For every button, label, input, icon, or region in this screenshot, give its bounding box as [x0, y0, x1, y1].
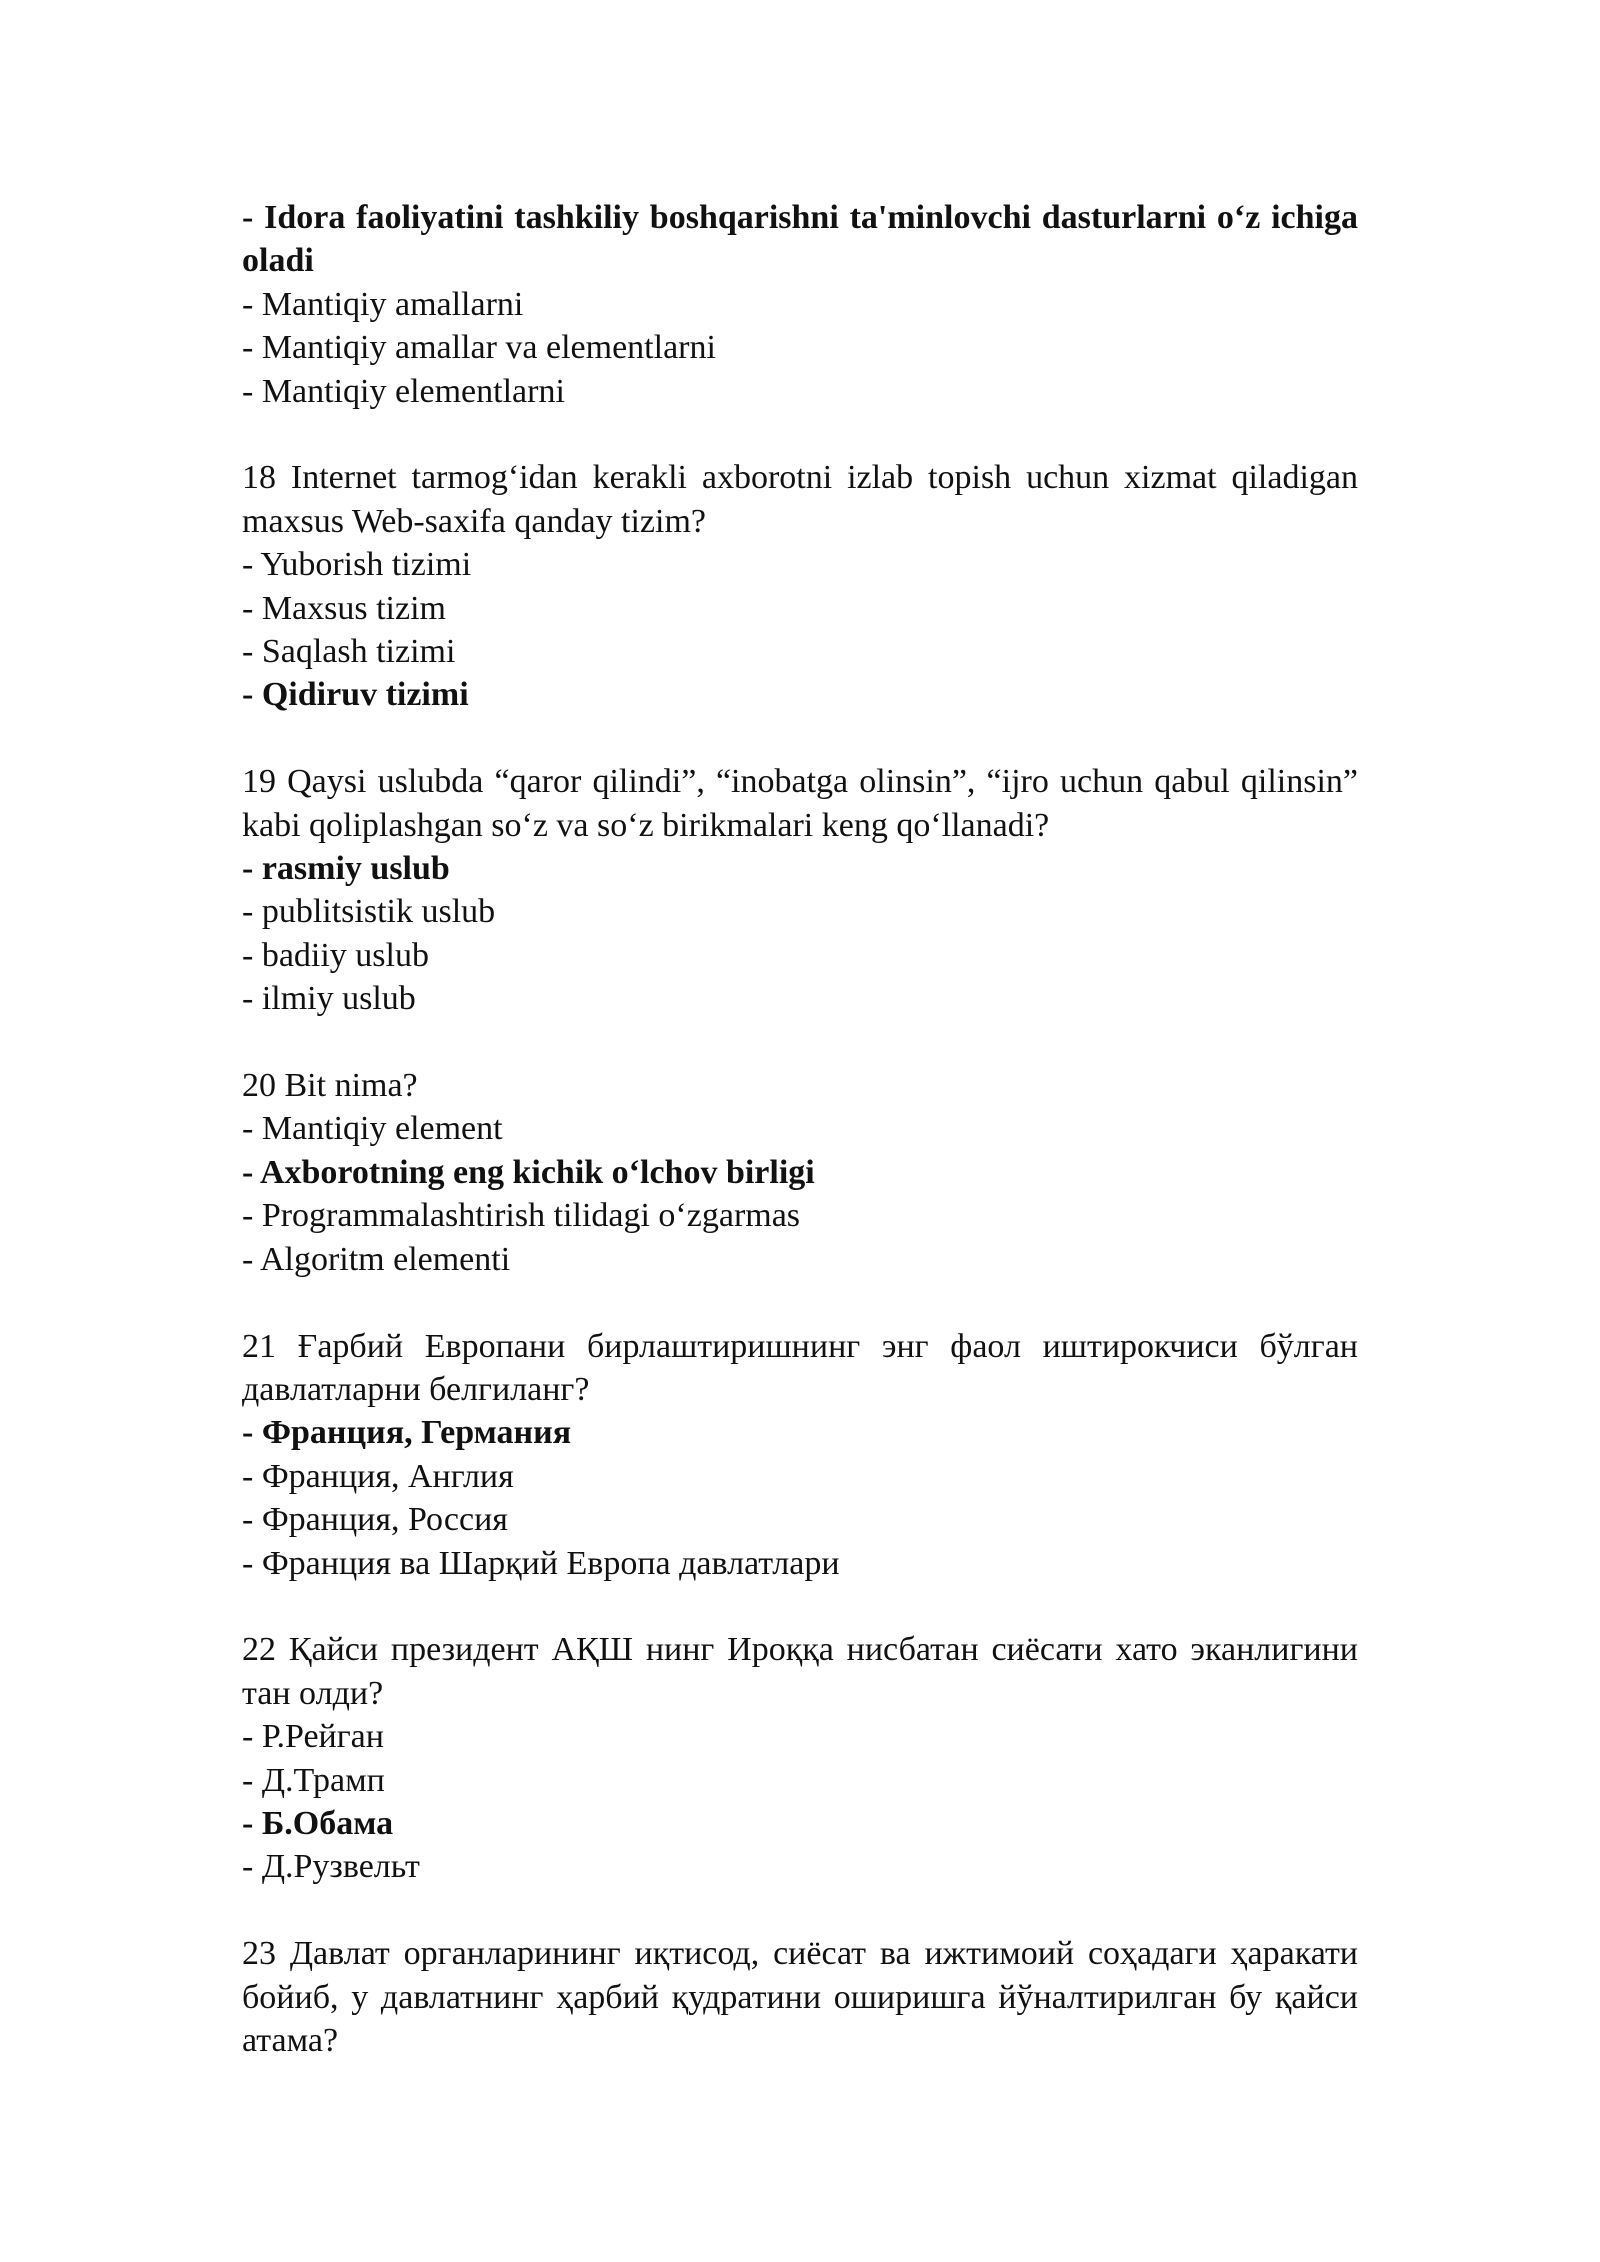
option: - Programmalashtirish tilidagi o‘zgarmas	[242, 1197, 801, 1235]
question-text: 22 Қайси президент АҚШ нинг Ироққа нисбатан сиёсати хато эканлигини тан олди?	[242, 1631, 1358, 1712]
question-text: 21 Ғарбий Европани бирлаштиришнинг энг фаол иштирокчиси бўлган давлатларни белгиланг?	[242, 1327, 1358, 1408]
option: - Франция ва Шарқий Европа давлатлари	[242, 1544, 840, 1582]
option: - publitsistik uslub	[242, 893, 496, 931]
option: - ilmiy uslub	[242, 980, 416, 1018]
question-block-23	[242, 1932, 1358, 2062]
question-block-20	[242, 1064, 1358, 1281]
option-correct: - Qidiruv tizimi	[242, 676, 469, 714]
option: - Mantiqiy elementlarni	[242, 372, 565, 410]
option: - Р.Рейган	[242, 1718, 384, 1756]
question-text: 20 Bit nima?	[242, 1067, 418, 1105]
option-correct: - Axborotning eng kichik o‘lchov birligi	[242, 1153, 815, 1191]
option: - Maxsus tizim	[242, 589, 446, 627]
option-correct: - Idora faoliyatini tashkiliy boshqarishni ta'minlovchi dasturlarni o‘z ichiga oladi	[242, 199, 1358, 280]
document-page	[242, 196, 1358, 2106]
question-text: 19 Qaysi uslubda “qaror qilindi”, “inobatga olinsin”, “ijro uchun qabul qilinsin” kabi qoliplashgan so‘z va so‘z birikmalari keng qo‘llanadi?	[242, 763, 1358, 844]
option: - Д.Рузвельт	[242, 1848, 420, 1886]
option: - Saqlash tizimi	[242, 633, 456, 671]
option: - Yuborish tizimi	[242, 546, 472, 584]
option-correct: - Б.Обама	[242, 1804, 394, 1842]
option: - Algoritm elementi	[242, 1240, 511, 1278]
question-text: 23 Давлат органларининг иқтисод, сиёсат ва ижтимоий соҳадаги ҳаракати бойиб, у давлатнинг ҳарбий қудратини оширишга йўналтирилган бу қайси атама?	[242, 1935, 1358, 2059]
question-block-18	[242, 456, 1358, 716]
question-block-21	[242, 1325, 1358, 1585]
option: - badiiy uslub	[242, 936, 429, 974]
question-block-17	[242, 196, 1358, 413]
option: - Д.Трамп	[242, 1761, 385, 1799]
option: - Франция, Россия	[242, 1501, 508, 1539]
option-correct: - Франция, Германия	[242, 1414, 572, 1452]
question-block-19	[242, 760, 1358, 1020]
option-correct: - rasmiy uslub	[242, 850, 450, 888]
question-block-22	[242, 1628, 1358, 1888]
option: - Франция, Англия	[242, 1457, 514, 1495]
option: - Mantiqiy element	[242, 1110, 503, 1148]
option: - Mantiqiy amallarni	[242, 285, 524, 323]
option: - Mantiqiy amallar va elementlarni	[242, 329, 716, 367]
question-text: 18 Internet tarmog‘idan kerakli axborotni izlab topish uchun xizmat qiladigan maxsus Web-saxifa qanday tizim?	[242, 459, 1358, 540]
